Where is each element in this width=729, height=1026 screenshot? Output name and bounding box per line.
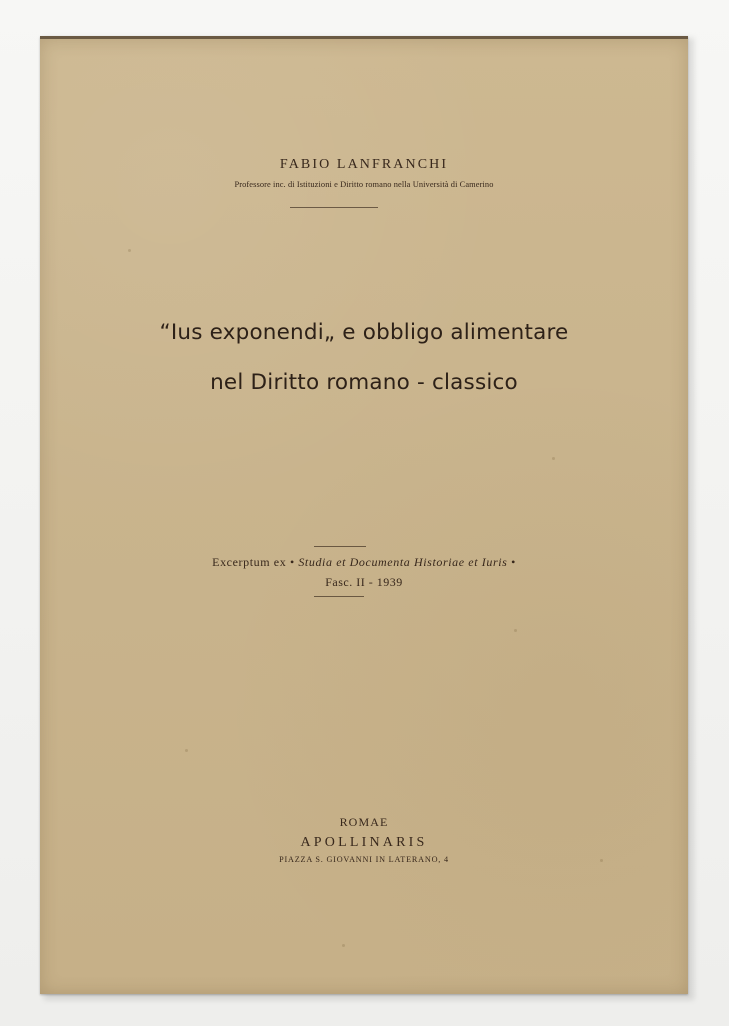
rule-after-excerpt	[314, 596, 364, 597]
rule-before-excerpt	[314, 546, 366, 547]
excerpt-line	[40, 555, 688, 570]
place-of-publication: ROMAE	[339, 815, 389, 829]
publisher-name: APOLLINARIS	[300, 835, 428, 850]
excerpt-prefix: Excerptum ex	[212, 555, 290, 569]
fascicle-year: Fasc. II - 1939	[325, 575, 403, 589]
rule-after-author	[290, 207, 378, 208]
paper-speck	[128, 249, 131, 252]
paper-speck	[514, 629, 517, 632]
author-affiliation: Professore inc. di Istituzioni e Diritto romano nella Università di Camerino	[234, 180, 494, 189]
title-line-1: “Ius exponendi„ e obbligo alimentare	[159, 320, 569, 345]
paper-speck	[342, 944, 345, 947]
paper-speck	[185, 749, 188, 752]
paper-speck	[552, 457, 555, 460]
author-name: FABIO LANFRANCHI	[279, 157, 449, 172]
title-line-2: nel Diritto romano - classico	[210, 370, 518, 395]
book-cover	[40, 36, 688, 994]
journal-name: • Studia et Documenta Historiae et Iuris •	[289, 555, 516, 569]
publisher-address: PIAZZA S. GIOVANNI IN LATERANO, 4	[279, 855, 449, 864]
